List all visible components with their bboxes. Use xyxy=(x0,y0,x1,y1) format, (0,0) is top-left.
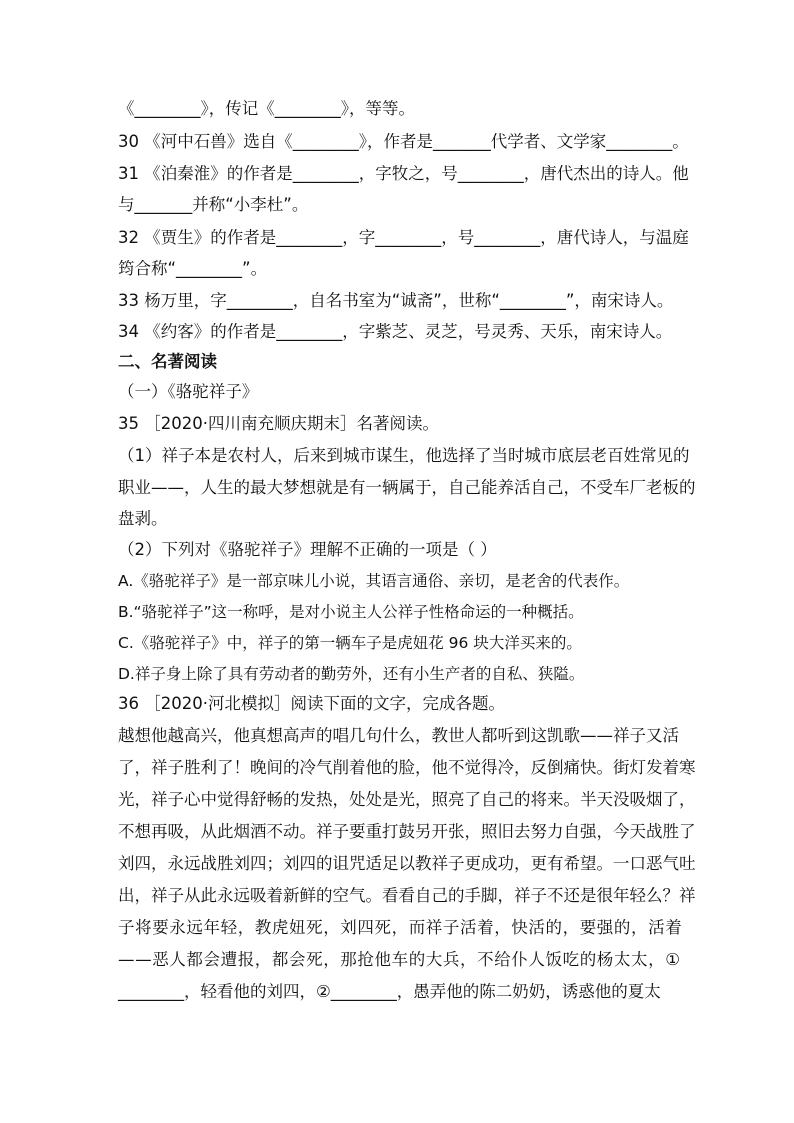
question-35: 35 ［2020·四川南充顺庆期末］名著阅读。 xyxy=(118,414,439,433)
question-32: 32 《贾生》的作者是________，字________，号________，唐代诗人，与温庭 xyxy=(118,228,689,247)
passage-line: 刘四，永远战胜刘四；刘四的诅咒适足以教祥子更成功，更有希望。一口恶气吐 xyxy=(118,854,696,873)
question-31: 31 《泊秦淮》的作者是________，字牧之，号________，唐代杰出的诗人。他 xyxy=(118,164,689,183)
option-c: C.《骆驼祥子》中，祥子的第一辆车子是虎妞花 96 块大洋买来的。 xyxy=(118,634,582,652)
passage-line: 子将要永远年轻，教虎妞死，刘四死，而祥子活着，快活的，要强的，活着 xyxy=(118,918,683,937)
passage-line: ________，轻看他的刘四，②________，愚弄他的陈二奶奶，诱惑他的夏太 xyxy=(118,982,661,1001)
text-line: 职业——，人生的最大梦想就是有一辆属于，自己能养活自己，不受车厂老板的 xyxy=(118,478,696,497)
passage-line: 光，祥子心中觉得舒畅的发热，处处是光，照亮了自己的将来。半天没吸烟了， xyxy=(118,790,696,809)
question-33: 33 杨万里，字________，自名书室为“诚斋”，世称“________”，南宋诗人。 xyxy=(118,291,674,310)
text-line: 与_______并称“小李杜”。 xyxy=(118,195,309,214)
passage-line: 出，祥子从此永远吸着新鲜的空气。看看自己的手脚，祥子不还是很年轻么？祥 xyxy=(118,886,696,905)
question-30: 30 《河中石兽》选自《________》，作者是_______代学者、文学家________。 xyxy=(118,132,689,151)
question-36: 36 ［2020·河北模拟］阅读下面的文字，完成各题。 xyxy=(118,694,505,713)
option-b: B.“骆驼祥子”这一称呼，是对小说主人公祥子性格命运的一种概括。 xyxy=(118,603,584,621)
option-a: A.《骆驼祥子》是一部京味儿小说，其语言通俗、亲切，是老舍的代表作。 xyxy=(118,572,630,590)
text-line: （1）祥子本是农村人，后来到城市谋生，他选择了当时城市底层老百姓常见的 xyxy=(118,446,690,465)
passage-line: 不想再吸，从此烟酒不动。祥子要重打鼓另开张，照旧去努力自强，今天战胜了 xyxy=(118,822,696,841)
text-line: 盘剥。 xyxy=(118,509,168,528)
passage-line: 了，祥子胜利了！晚间的冷气削着他的脸，他不觉得冷，反倒痛快。街灯发着寒 xyxy=(118,758,696,777)
text-line: 《________》，传记《________》，等等。 xyxy=(118,99,415,118)
section-heading: 二、名著阅读 xyxy=(118,352,217,371)
passage-line: 越想他越高兴，他真想高声的唱几句什么，教世人都听到这凯歌——祥子又活 xyxy=(118,726,679,745)
text-line: 筠合称“________”。 xyxy=(118,259,268,278)
option-d: D.祥子身上除了具有劳动者的勤劳外，还有小生产者的自私、狭隘。 xyxy=(118,665,585,683)
passage-line: ——恶人都会遭报，都会死，那抢他车的大兵，不给仆人饭吃的杨太太，① xyxy=(118,950,681,969)
question-34: 34 《约客》的作者是________，字紫芝、灵芝，号灵秀、天乐，南宋诗人。 xyxy=(118,322,673,341)
text-line: （2）下列对《骆驼祥子》理解不正确的一项是（ ） xyxy=(118,540,497,559)
subsection-heading: （一）《骆驼祥子》 xyxy=(118,382,259,401)
